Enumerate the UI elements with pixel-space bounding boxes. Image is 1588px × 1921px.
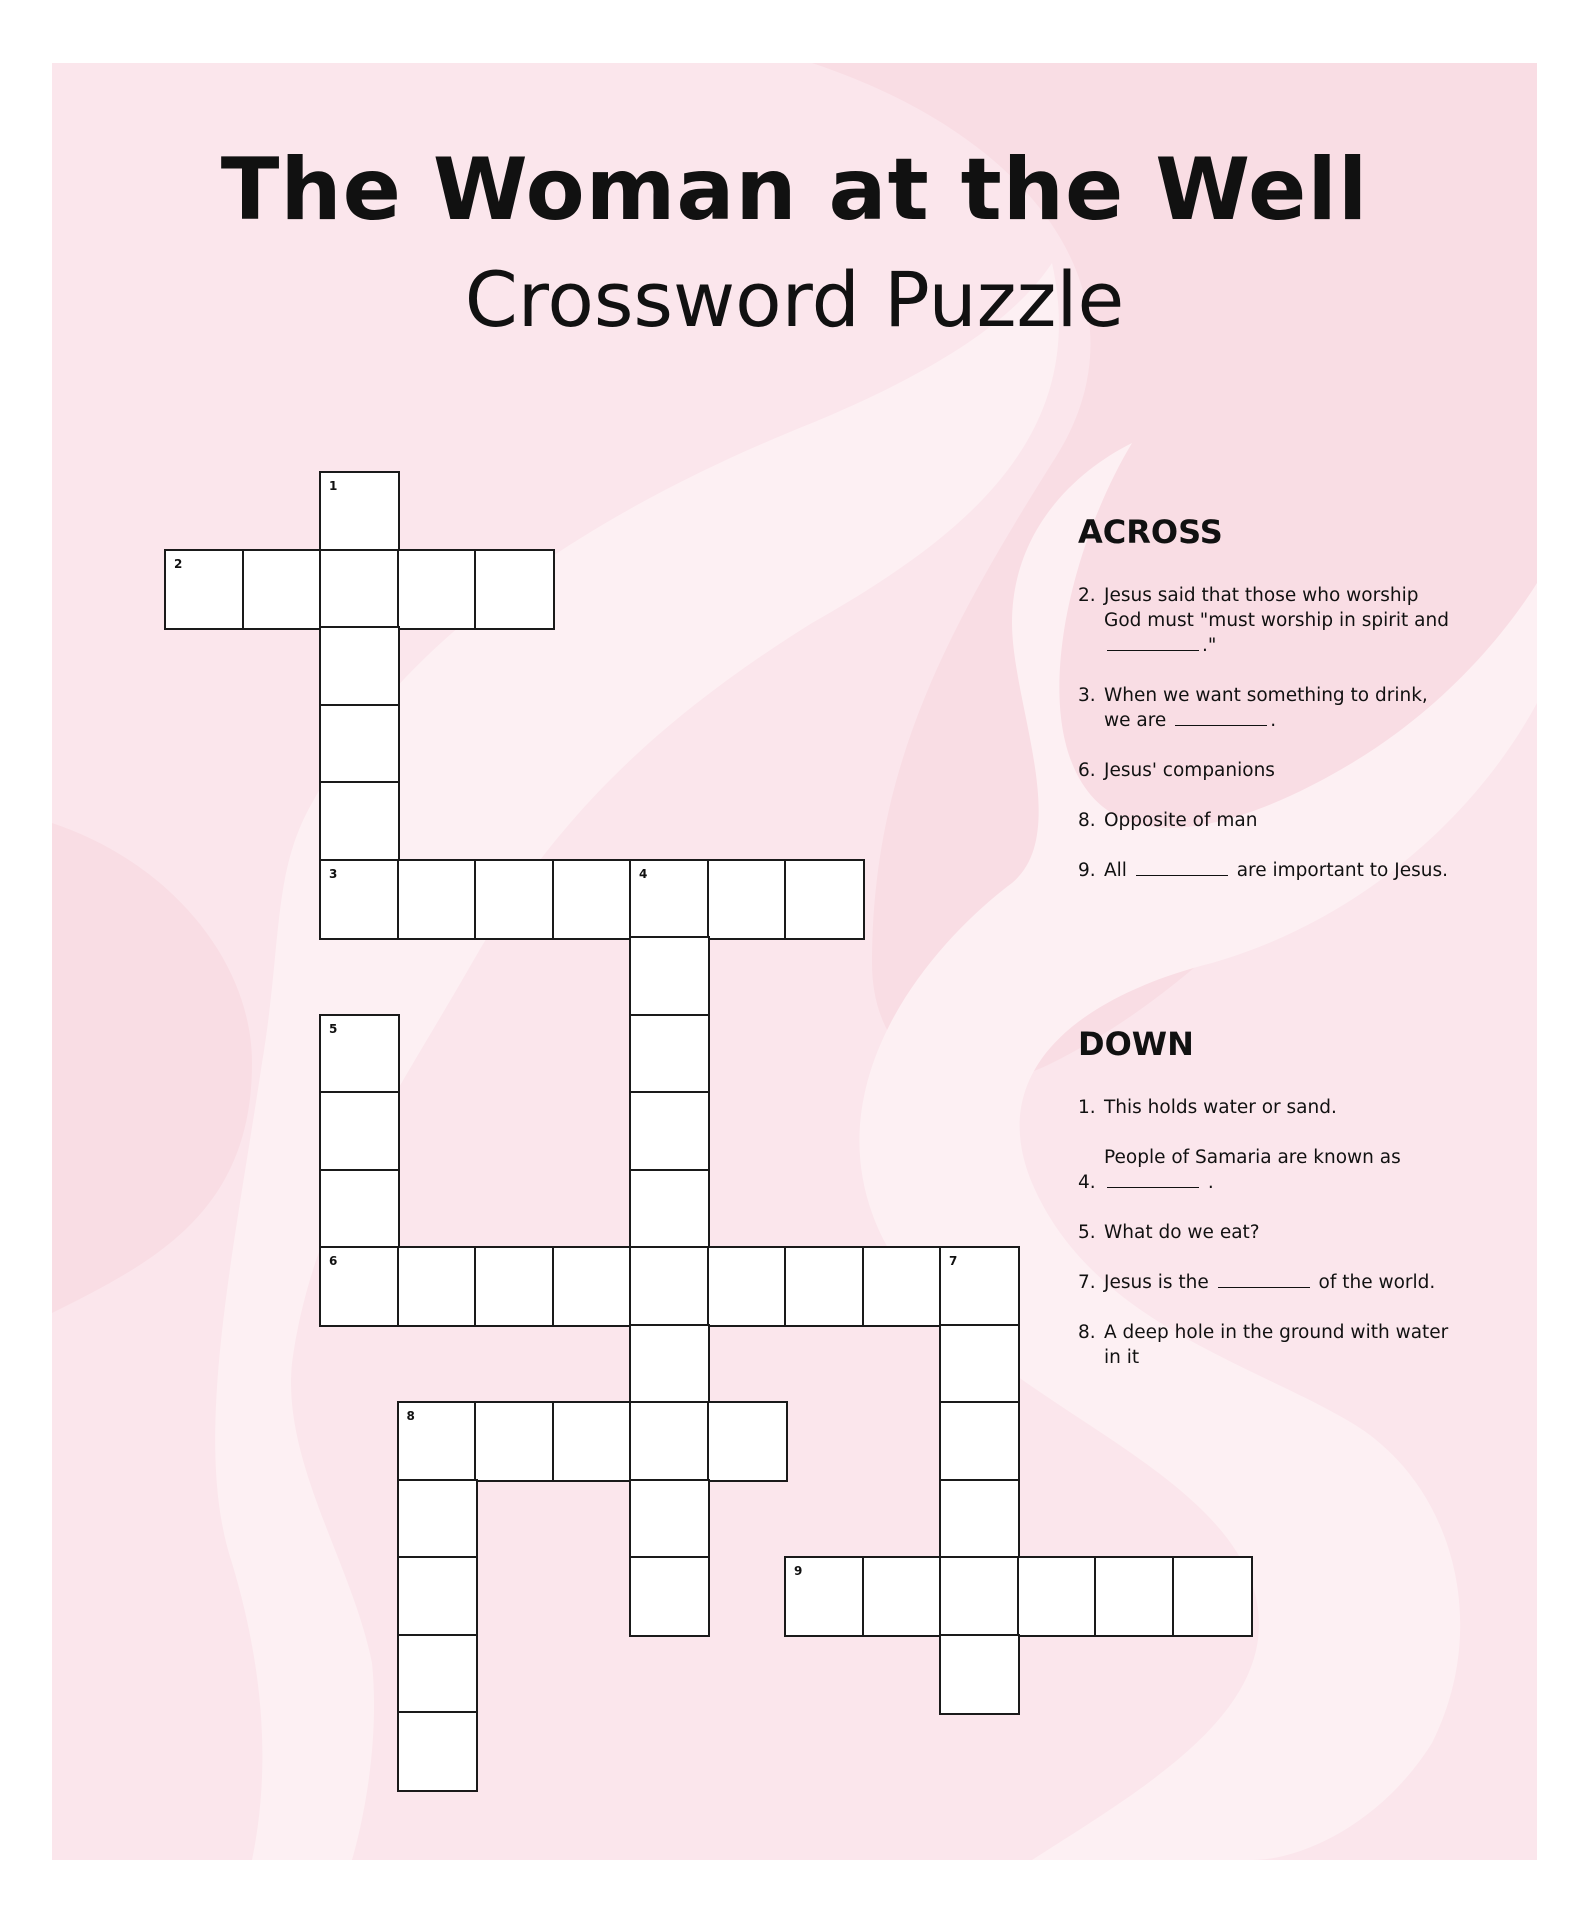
crossword-cell[interactable] — [319, 704, 400, 785]
crossword-cell[interactable] — [862, 1556, 943, 1637]
crossword-cell[interactable] — [474, 859, 555, 940]
crossword-cell[interactable] — [319, 1246, 400, 1327]
clue-text: This holds water or sand. — [1104, 1097, 1337, 1118]
answer-blank — [1107, 649, 1199, 651]
crossword-cell[interactable] — [784, 1556, 865, 1637]
crossword-cell[interactable] — [397, 1479, 478, 1560]
crossword-cell[interactable] — [629, 1324, 710, 1405]
clue-text: Jesus' companions — [1104, 760, 1275, 781]
clue-number: 3. — [1078, 685, 1096, 706]
crossword-cell[interactable] — [397, 549, 478, 630]
down-clue — [1078, 1270, 1458, 1295]
cell-clue-number: 2 — [174, 556, 183, 571]
down-clue — [1078, 1095, 1458, 1120]
clue-text: All are important to Jesus. — [1104, 860, 1448, 881]
down-clue-list — [1078, 1095, 1458, 1395]
clue-number: 5. — [1078, 1222, 1096, 1243]
crossword-cell[interactable] — [629, 859, 710, 940]
across-heading: ACROSS — [1078, 513, 1223, 551]
crossword-cell[interactable] — [319, 1169, 400, 1250]
cell-clue-number: 1 — [329, 479, 338, 493]
crossword-cell[interactable] — [474, 1246, 555, 1327]
clue-number: 7. — [1078, 1272, 1096, 1293]
across-clue — [1078, 583, 1458, 658]
crossword-cell[interactable] — [552, 1246, 633, 1327]
crossword-cell[interactable] — [629, 1014, 710, 1095]
crossword-cell[interactable] — [1017, 1556, 1098, 1637]
across-clue — [1078, 858, 1458, 883]
crossword-cell[interactable] — [629, 1169, 710, 1250]
across-clue — [1078, 683, 1458, 733]
clue-text: Jesus is the of the world. — [1104, 1272, 1436, 1293]
crossword-cell[interactable] — [784, 859, 865, 940]
across-clue — [1078, 808, 1458, 833]
crossword-cell[interactable] — [862, 1246, 943, 1327]
clue-text: People of Samaria are known as . — [1104, 1147, 1401, 1193]
crossword-grid — [52, 63, 1537, 1860]
across-clue — [1078, 758, 1458, 783]
down-clue — [1078, 1320, 1458, 1370]
answer-blank — [1175, 724, 1267, 726]
cell-clue-number: 7 — [949, 1254, 958, 1268]
crossword-cell[interactable] — [319, 1091, 400, 1172]
crossword-cell[interactable] — [629, 1556, 710, 1637]
down-heading: DOWN — [1078, 1025, 1194, 1063]
crossword-cell[interactable] — [629, 1479, 710, 1560]
crossword-cell[interactable] — [1094, 1556, 1175, 1637]
crossword-cell[interactable] — [474, 549, 555, 630]
crossword-cell[interactable] — [397, 1246, 478, 1327]
crossword-cell[interactable] — [552, 859, 633, 940]
crossword-cell[interactable] — [397, 1711, 478, 1792]
cell-clue-number: 6 — [329, 1254, 338, 1268]
clue-number: 2. — [1078, 585, 1096, 606]
crossword-cell[interactable] — [397, 1634, 478, 1715]
crossword-cell[interactable] — [242, 549, 323, 630]
clue-text: What do we eat? — [1104, 1222, 1260, 1243]
crossword-cell[interactable] — [629, 1246, 710, 1327]
cell-clue-number: 9 — [794, 1564, 803, 1578]
worksheet — [52, 63, 1537, 1860]
crossword-cell[interactable] — [552, 1401, 633, 1482]
crossword-cell[interactable] — [397, 859, 478, 940]
clue-number: 9. — [1078, 860, 1096, 881]
answer-blank — [1136, 874, 1228, 876]
answer-blank — [1107, 1186, 1199, 1188]
crossword-cell[interactable] — [939, 1479, 1020, 1560]
crossword-cell[interactable] — [707, 1246, 788, 1327]
clue-number: 8. — [1078, 810, 1096, 831]
crossword-cell[interactable] — [1172, 1556, 1253, 1637]
crossword-cell[interactable] — [319, 781, 400, 862]
crossword-cell[interactable] — [629, 936, 710, 1017]
page-subtitle: Crossword Puzzle — [464, 255, 1125, 344]
cell-clue-number: 4 — [639, 866, 648, 881]
crossword-cell[interactable] — [939, 1246, 1020, 1327]
crossword-cell[interactable] — [319, 859, 400, 940]
page-title: The Woman at the Well — [220, 140, 1369, 240]
crossword-cell[interactable] — [784, 1246, 865, 1327]
crossword-cell[interactable] — [939, 1401, 1020, 1482]
down-clue — [1078, 1145, 1458, 1195]
clue-text: A deep hole in the ground with water in it — [1104, 1322, 1449, 1368]
across-clue-list — [1078, 583, 1458, 908]
crossword-cell[interactable] — [397, 1401, 478, 1482]
crossword-cell[interactable] — [319, 626, 400, 707]
crossword-cell[interactable] — [629, 1401, 710, 1482]
crossword-cell[interactable] — [319, 549, 400, 630]
cell-clue-number: 5 — [329, 1021, 338, 1036]
clue-text: Opposite of man — [1104, 810, 1258, 831]
clue-text: Jesus said that those who worship God must "must worship in spirit and ." — [1104, 585, 1449, 656]
crossword-cell[interactable] — [397, 1556, 478, 1637]
down-clue — [1078, 1220, 1458, 1245]
crossword-cell[interactable] — [707, 859, 788, 940]
crossword-cell[interactable] — [319, 1014, 400, 1095]
crossword-cell[interactable] — [629, 1091, 710, 1172]
crossword-cell[interactable] — [939, 1634, 1020, 1715]
cell-clue-number: 3 — [329, 866, 338, 881]
crossword-cell[interactable] — [164, 549, 245, 630]
cell-clue-number: 8 — [406, 1409, 415, 1423]
answer-blank — [1218, 1286, 1310, 1288]
clue-number: 4. — [1078, 1172, 1096, 1193]
clue-number: 6. — [1078, 760, 1096, 781]
crossword-cell[interactable] — [939, 1556, 1020, 1637]
crossword-cell[interactable] — [707, 1401, 788, 1482]
clue-text: When we want something to drink, we are . — [1104, 685, 1428, 731]
crossword-cell[interactable] — [319, 471, 400, 552]
crossword-cell[interactable] — [474, 1401, 555, 1482]
crossword-cell[interactable] — [939, 1324, 1020, 1405]
clue-number: 1. — [1078, 1097, 1096, 1118]
clue-number: 8. — [1078, 1322, 1096, 1343]
